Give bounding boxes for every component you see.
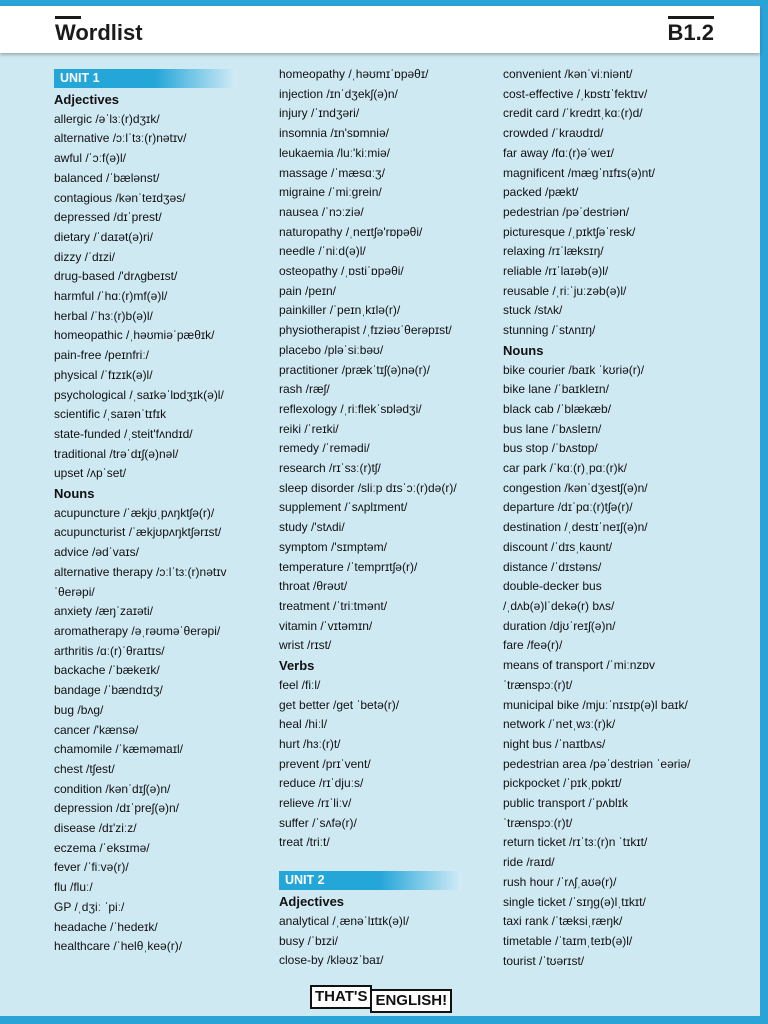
word-entry: arthritis /ɑː(r)ˈθraɪtɪs/ <box>54 643 165 658</box>
word-entry: reduce /rɪˈdjuːs/ <box>279 776 364 791</box>
word-entry: homeopathic /ˌhəʊmiəˈpæθɪk/ <box>54 328 215 343</box>
word-entry: headache /ˈhedeɪk/ <box>54 919 158 934</box>
word-entry: reusable /ˌriːˈjuːzəb(ə)l/ <box>503 283 627 298</box>
word-entry: treat /triːt/ <box>279 835 330 850</box>
spacer <box>279 853 504 867</box>
word-entry: acupuncture /ˈækjʊˌpʌŋktʃə(r)/ <box>54 505 215 520</box>
word-entry: flu /fluː/ <box>54 880 93 895</box>
word-entry: bandage /ˈbændɪdʒ/ <box>54 683 163 698</box>
word-entry: temperature /ˈtemprɪtʃə(r)/ <box>279 559 418 574</box>
word-entry: relaxing /rɪˈlæksɪŋ/ <box>503 244 604 259</box>
word-entry: aromatherapy /əˌrəʊməˈθerəpi/ <box>54 623 221 638</box>
bottom-frame-bar <box>0 1016 768 1024</box>
word-entry: busy /ˈbɪzi/ <box>279 933 338 948</box>
word-entry: osteopathy /ˌɒstiˈɒpəθi/ <box>279 264 404 279</box>
word-entry: distance /ˈdɪstəns/ <box>503 559 602 574</box>
word-entry: bug /bʌg/ <box>54 702 104 717</box>
word-entry: feel /fiːl/ <box>279 677 321 692</box>
logo-part-1: THAT'S <box>310 985 372 1009</box>
unit-label: UNIT 1 <box>54 69 237 88</box>
section-heading: Adjectives <box>279 894 345 910</box>
word-entry: discount /ˈdɪsˌkaʊnt/ <box>503 539 613 554</box>
word-entry: condition /kənˈdɪʃ(ə)n/ <box>54 781 171 796</box>
word-entry: pedestrian /pəˈdestriən/ <box>503 204 630 219</box>
word-entry: dietary /ˈdaɪət(ə)ri/ <box>54 229 153 244</box>
section-heading: Nouns <box>503 342 544 358</box>
word-entry: advice /ədˈvaɪs/ <box>54 545 139 560</box>
word-entry: far away /fɑː(r)əˈweɪ/ <box>503 145 614 160</box>
word-entry: leukaemia /luː'kiːmiə/ <box>279 145 390 160</box>
word-entry: close-by /kləʊzˈbaɪ/ <box>279 953 384 968</box>
word-entry: reflexology /ˌriːflekˈsɒlədʒi/ <box>279 401 422 416</box>
word-entry: suffer /ˈsʌfə(r)/ <box>279 815 357 830</box>
word-entry: pickpocket /ˈpɪkˌpɒkɪt/ <box>503 776 622 791</box>
word-entry: homeopathy /ˌhəʊmɪˈɒpəθɪ/ <box>279 67 429 81</box>
word-entry: reiki /ˈreɪki/ <box>279 421 339 436</box>
word-entry: symptom /'sɪmptəm/ <box>279 539 387 554</box>
word-entry: alternative therapy /ɔːlˈtɜː(r)nətɪv <box>54 564 227 579</box>
word-entry: allergic /əˈlɜː(r)dʒɪk/ <box>54 111 160 126</box>
word-entry: GP /ˌdʒiː ˈpiː/ <box>54 899 125 914</box>
word-entry: get better /get ˈbetə(r)/ <box>279 697 400 712</box>
word-entry: hurt /hɜː(r)t/ <box>279 736 341 751</box>
word-entry: pain-free /peɪnfriː/ <box>54 348 149 363</box>
word-entry: healthcare /ˈhelθˌkeə(r)/ <box>54 939 183 954</box>
word-entry: supplement /ˈsʌplɪment/ <box>279 500 408 515</box>
word-entry: bike lane /ˈbaɪkleɪn/ <box>503 382 609 397</box>
page-title: Wordlist <box>55 20 143 45</box>
level-accent-bar <box>668 16 714 19</box>
word-entry: night bus /ˈnaɪtbʌs/ <box>503 736 606 751</box>
word-entry: study /'stʌdi/ <box>279 520 345 535</box>
word-entry: bike courier /baɪk ˈkʊriə(r)/ <box>503 362 645 377</box>
word-entry: psychological /ˌsaɪkəˈlɒdʒɪk(ə)l/ <box>54 387 224 402</box>
section-heading: Verbs <box>279 658 315 674</box>
word-entry: acupuncturist /ˈækjʊpʌŋktʃərɪst/ <box>54 525 222 540</box>
word-entry: chest /tʃest/ <box>54 761 115 776</box>
word-entry: duration /djʊˈreɪʃ(ə)n/ <box>503 618 616 633</box>
word-entry: placebo /pləˈsiːbəʊ/ <box>279 342 384 357</box>
word-entry: single ticket /ˈsɪŋg(ə)lˌtɪkɪt/ <box>503 894 646 909</box>
word-entry: chamomile /ˈkæməmaɪl/ <box>54 742 183 757</box>
word-entry: massage /ˈmæsɑːʒ/ <box>279 165 385 180</box>
wordlist-column-3 <box>503 65 728 971</box>
word-entry: depressed /dɪˈprest/ <box>54 210 162 225</box>
unit-label: UNIT 2 <box>279 871 462 890</box>
word-entry: ride /raɪd/ <box>503 855 555 870</box>
word-entry: congestion /kənˈdʒestʃ(ə)n/ <box>503 480 648 495</box>
word-entry: practitioner /prækˈtɪʃ(ə)nə(r)/ <box>279 362 430 377</box>
word-entry: awful /ˈɔːf(ə)l/ <box>54 151 127 166</box>
word-entry: tourist /ˈtʊərɪst/ <box>503 953 585 968</box>
word-entry: bus stop /ˈbʌstɒp/ <box>503 441 598 456</box>
word-entry: needle /ˈniːd(ə)l/ <box>279 244 366 259</box>
word-entry: wrist /rɪst/ <box>279 638 332 653</box>
word-entry: ˈtrænspɔː(r)t/ <box>503 677 573 692</box>
word-entry: nausea /ˈnɔːziə/ <box>279 204 364 219</box>
thats-english-logo <box>310 983 452 1011</box>
word-entry: departure /dɪˈpɑː(r)tʃə(r)/ <box>503 500 633 515</box>
word-entry: eczema /ˈeksɪmə/ <box>54 840 150 855</box>
word-entry: harmful /ˈhɑː(r)mf(ə)l/ <box>54 289 168 304</box>
word-entry: analytical /ˌænəˈlɪtɪk(ə)l/ <box>279 913 409 928</box>
word-entry: treatment /ˈtriːtmənt/ <box>279 598 388 613</box>
word-entry: scientific /ˌsaɪənˈtɪfɪk <box>54 407 167 422</box>
word-entry: black cab /ˈblækæb/ <box>503 401 612 416</box>
page-header <box>0 6 760 53</box>
word-entry: herbal /ˈhɜː(r)b(ə)l/ <box>54 308 153 323</box>
word-entry: prevent /prɪˈvent/ <box>279 756 371 771</box>
word-entry: public transport /ˈpʌblɪk <box>503 796 628 811</box>
word-entry: stunning /ˈstʌnɪŋ/ <box>503 323 596 338</box>
word-entry: fever /ˈfiːvə(r)/ <box>54 860 129 875</box>
word-entry: stuck /stʌk/ <box>503 303 563 318</box>
word-entry: heal /hiːl/ <box>279 717 328 732</box>
word-entry: rash /ræʃ/ <box>279 382 330 397</box>
title-accent-bar <box>55 16 81 19</box>
word-entry: relieve /rɪˈliːv/ <box>279 796 352 811</box>
word-entry: state-funded /ˌsteit'fʌndɪd/ <box>54 426 193 441</box>
word-entry: alternative /ɔːlˈtɜː(r)nətɪv/ <box>54 131 187 146</box>
word-entry: remedy /ˈremədi/ <box>279 441 370 456</box>
word-entry: ˈθerəpi/ <box>54 584 95 599</box>
word-entry: rush hour /ˈrʌʃˌaʊə(r)/ <box>503 874 617 889</box>
word-entry: network /ˈnetˌwɜː(r)k/ <box>503 717 616 732</box>
word-entry: dizzy /ˈdɪzi/ <box>54 249 115 264</box>
word-entry: research /rɪˈsɜː(r)tʃ/ <box>279 461 381 476</box>
word-entry: pain /peɪn/ <box>279 283 336 298</box>
word-entry: magnificent /mægˈnɪfɪs(ə)nt/ <box>503 165 655 180</box>
word-entry: physiotherapist /ˌfɪziəʊˈθerəpɪst/ <box>279 323 452 338</box>
word-entry: car park /ˈkɑː(r)ˌpɑː(r)k/ <box>503 461 628 476</box>
word-entry: vitamin /ˈvɪtəmɪn/ <box>279 618 373 633</box>
word-entry: painkiller /ˈpeɪnˌkɪlə(r)/ <box>279 303 401 318</box>
word-entry: backache /ˈbækeɪk/ <box>54 663 160 678</box>
word-entry: credit card /ˈkredɪtˌkɑː(r)d/ <box>503 106 643 121</box>
word-entry: bus lane /ˈbʌsleɪn/ <box>503 421 602 436</box>
word-entry: taxi rank /ˈtæksiˌræŋk/ <box>503 914 623 929</box>
word-entry: drug-based /'drʌgbeɪst/ <box>54 269 178 284</box>
wordlist-column-2 <box>279 65 504 971</box>
word-entry: return ticket /rɪˈtɜː(r)n ˈtɪkɪt/ <box>503 835 648 850</box>
right-frame-bar <box>760 0 768 1024</box>
wordlist-column-1 <box>54 65 279 957</box>
word-entry: contagious /kənˈteɪdʒəs/ <box>54 190 186 205</box>
word-entry: migraine /ˈmiːgrein/ <box>279 185 382 200</box>
level-label: B1.2 <box>667 20 714 45</box>
word-entry: packed /pækt/ <box>503 185 579 200</box>
word-entry: ˈtrænspɔː(r)t/ <box>503 815 573 830</box>
word-entry: fare /feə(r)/ <box>503 638 563 653</box>
word-entry: picturesque /ˌpɪktʃəˈresk/ <box>503 224 636 239</box>
word-entry: insomnia /ɪn'sɒmniə/ <box>279 126 389 141</box>
word-entry: anxiety /æŋˈzaɪəti/ <box>54 604 153 619</box>
word-entry: cancer /'kænsə/ <box>54 722 139 737</box>
word-entry: physical /ˈfɪzɪk(ə)l/ <box>54 367 153 382</box>
word-entry: /ˌdʌb(ə)lˈdekə(r) bʌs/ <box>503 598 615 613</box>
word-entry: municipal bike /mjuːˈnɪsɪp(ə)l baɪk/ <box>503 697 688 712</box>
word-entry: destination /ˌdestɪˈneɪʃ(ə)n/ <box>503 520 648 535</box>
word-entry: cost-effective /ˌkɒstɪˈfektɪv/ <box>503 86 648 101</box>
word-entry: traditional /trəˈdɪʃ(ə)nəl/ <box>54 446 179 461</box>
word-entry: injection /ɪnˈdʒekʃ(ə)n/ <box>279 86 398 101</box>
word-entry: depression /dɪˈpreʃ(ə)n/ <box>54 801 179 816</box>
word-entry: double-decker bus <box>503 579 602 594</box>
word-entry: timetable /ˈtaɪmˌteɪb(ə)l/ <box>503 933 633 948</box>
word-entry: reliable /rɪˈlaɪəb(ə)l/ <box>503 264 609 279</box>
word-entry: means of transport /ˈmiːnzɒv <box>503 658 656 673</box>
word-entry: crowded /ˈkraʊdɪd/ <box>503 126 604 141</box>
wordlist-content <box>0 53 760 1016</box>
section-heading: Adjectives <box>54 92 120 107</box>
word-entry: upset /ʌpˈset/ <box>54 466 127 481</box>
word-entry: injury /ˈɪndʒəri/ <box>279 106 360 121</box>
word-entry: throat /θrəʊt/ <box>279 579 348 594</box>
word-entry: naturopathy /ˌneɪtʃə'rɒpəθi/ <box>279 224 423 239</box>
word-entry: convenient /kənˈviːniənt/ <box>503 67 633 81</box>
logo-part-2: ENGLISH! <box>370 989 452 1013</box>
section-heading: Nouns <box>54 486 95 502</box>
word-entry: balanced /ˈbælənst/ <box>54 170 160 185</box>
word-entry: disease /dɪ'ziːz/ <box>54 821 137 836</box>
word-entry: pedestrian area /pəˈdestriən ˈeəriə/ <box>503 756 691 771</box>
word-entry: sleep disorder /sliːp dɪsˈɔː(r)də(r)/ <box>279 480 457 495</box>
